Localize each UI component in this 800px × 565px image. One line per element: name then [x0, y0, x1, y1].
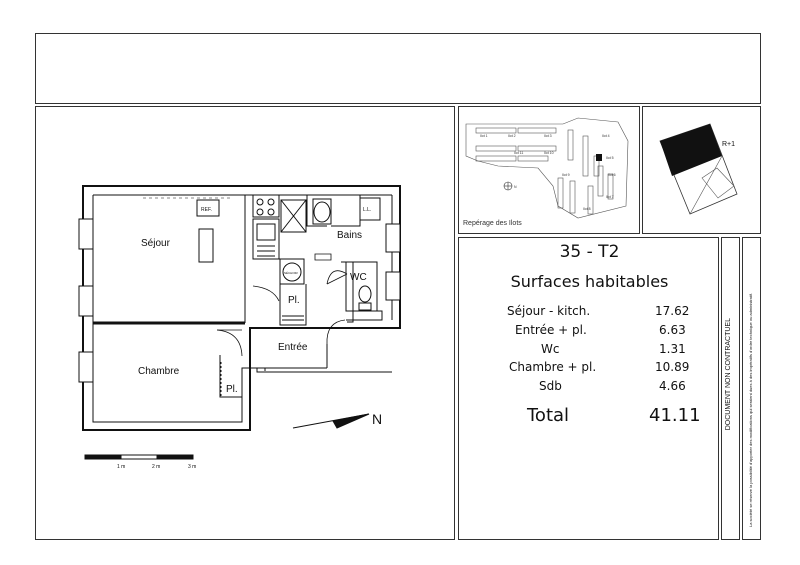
lot-label: Ilot 10	[544, 151, 554, 155]
window	[79, 286, 93, 316]
room-label-chambre: Chambre	[138, 366, 180, 377]
site-north-label: N	[514, 185, 517, 189]
room-label-wc: WC	[350, 272, 367, 283]
ref-label: REF.	[201, 207, 212, 213]
room-label-bains: Bains	[337, 230, 363, 241]
sechoir-label: SÉCHOIR	[284, 271, 298, 275]
building-key-plan	[642, 106, 761, 234]
surface-label: Sdb	[539, 379, 562, 393]
total-value: 41.11	[649, 405, 701, 426]
window	[79, 352, 93, 382]
lot-label: Ilot 8	[583, 207, 591, 211]
level-panel	[642, 106, 761, 234]
level-label: R+1	[722, 141, 736, 148]
room-label-entree: Entrée	[278, 342, 308, 353]
window	[386, 224, 400, 252]
scale-1m: 1 m	[117, 464, 126, 470]
lot-label: Ilot 11	[514, 151, 524, 155]
surface-row	[459, 360, 720, 378]
lot-number: 35 - T2	[559, 242, 620, 262]
lot-label: Ilot 9	[562, 173, 570, 177]
surface-row	[459, 342, 720, 360]
lot-label: Ilot 5	[606, 156, 614, 160]
header-box	[35, 33, 761, 104]
room-label-placard-chambre: Pl.	[226, 384, 238, 395]
surface-label: Entrée + pl.	[515, 323, 587, 337]
legal-note: La société se réserve la possibilité d'apporter des modifications qui seraient dues à des impératifs d'ordre technique ou administratif.	[748, 292, 753, 527]
surfaces-panel	[458, 237, 719, 540]
surface-value: 1.31	[659, 342, 686, 356]
lot-label: Ilot 3	[544, 134, 552, 138]
scale-3m: 3 m	[188, 464, 197, 470]
contract-panel	[721, 237, 740, 540]
surface-value: 10.89	[655, 360, 690, 374]
surface-label: Séjour - kitch.	[507, 304, 591, 318]
lot-label: Ilot 4	[602, 134, 610, 138]
note-panel	[742, 237, 761, 540]
ll-label: L.L.	[363, 207, 372, 213]
lot-label: Ilot 6	[608, 173, 616, 177]
window	[386, 272, 400, 300]
surface-value: 4.66	[659, 379, 686, 393]
floor-plan-panel	[35, 106, 455, 540]
surface-label: Chambre + pl.	[509, 360, 597, 374]
lot-label: Ilot 1	[480, 134, 488, 138]
lot-label: Ilot 2	[508, 134, 516, 138]
room-label-sejour: Séjour	[141, 238, 170, 249]
window	[79, 219, 93, 249]
lot-label: Ilot 7	[606, 195, 614, 199]
scale-2m: 2 m	[152, 464, 161, 470]
site-plan-caption: Repérage des Ilots	[463, 220, 522, 227]
floor-plan-drawing	[35, 106, 455, 540]
surface-value: 17.62	[655, 304, 690, 318]
surface-row	[459, 304, 720, 322]
site-plan-panel	[458, 106, 640, 234]
surfaces-heading: Surfaces habitables	[510, 272, 669, 291]
contract-notice: DOCUMENT NON CONTRACTUEL	[725, 318, 732, 431]
north-label: N	[372, 411, 383, 427]
room-label-placard-entree: Pl.	[288, 295, 300, 306]
total-label: Total	[527, 405, 570, 426]
surface-row	[459, 379, 720, 397]
site-plan-drawing	[458, 106, 640, 234]
surface-value: 6.63	[659, 323, 686, 337]
surface-label: Wc	[541, 342, 560, 356]
surface-row	[459, 323, 720, 341]
